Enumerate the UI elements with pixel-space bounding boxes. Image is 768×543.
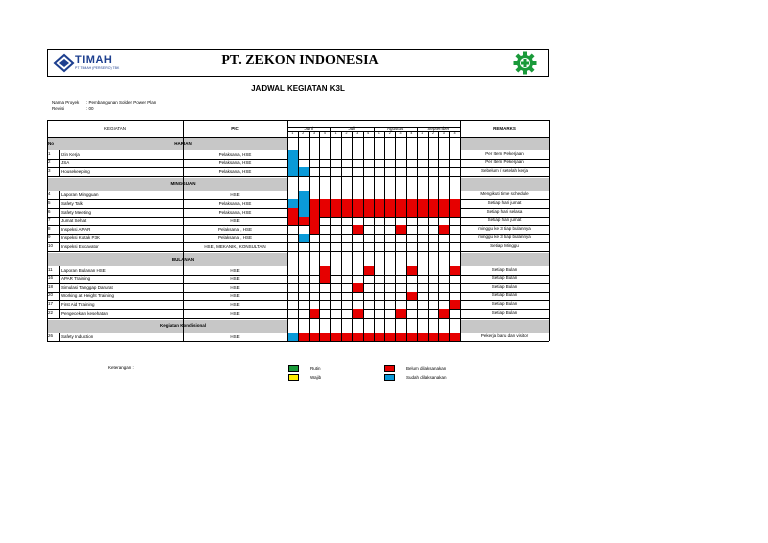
- status-cell-belum: [438, 225, 449, 234]
- remarks-text: Setiap Minggu: [490, 242, 519, 248]
- header-no: No: [48, 141, 54, 146]
- activity-name: Jumat Sehat: [61, 218, 87, 224]
- status-cell-belum: [395, 225, 406, 234]
- section-band: [460, 253, 549, 266]
- pic-name: HSE: [230, 293, 240, 299]
- remarks-text: Setiap Bulan: [491, 309, 518, 315]
- activity-name: Inspeksi Kotak P3K: [61, 235, 101, 241]
- activity-name: Housekeeping: [61, 168, 90, 174]
- row-number: 3: [48, 167, 51, 173]
- row-number: 18: [48, 283, 54, 289]
- remarks-text: Setiap Bulan: [491, 292, 518, 298]
- row-number: 17: [48, 300, 54, 306]
- table-left-border: [47, 120, 48, 341]
- week-number: 1: [291, 131, 294, 135]
- pic-name: Pelaksana, HSE: [218, 160, 252, 166]
- week-column-line: [395, 131, 396, 341]
- no-column-line: [59, 266, 60, 275]
- status-cell-sudah: [287, 159, 298, 168]
- week-number: 2: [431, 131, 434, 135]
- remarks-text: Per Item Pekerjaan: [485, 150, 524, 156]
- status-cell-belum: [417, 199, 428, 208]
- status-cell-belum: [374, 199, 385, 208]
- status-cell-belum: [319, 208, 330, 217]
- status-cell-belum: [309, 217, 320, 226]
- project-name-label: Nama Proyek: [52, 100, 80, 105]
- status-cell-belum: [395, 333, 406, 342]
- status-cell-belum: [438, 333, 449, 342]
- status-cell-belum: [406, 333, 417, 342]
- status-cell-belum: [319, 275, 330, 284]
- remarks-text: minggu ke 3 tiap bulannya: [478, 234, 531, 240]
- status-cell-belum: [319, 199, 330, 208]
- row-number: 2: [48, 159, 51, 165]
- section-band: [460, 320, 549, 333]
- status-cell-sudah: [298, 199, 309, 208]
- status-cell-belum: [438, 309, 449, 318]
- pic-name: HSE: [230, 218, 240, 224]
- pic-name: Pelaksana, HSE: [218, 151, 252, 157]
- remarks-text: Mengikuti time schedule: [480, 191, 529, 197]
- row-line: [47, 341, 549, 342]
- status-cell-belum: [406, 199, 417, 208]
- status-cell-belum: [352, 333, 363, 342]
- pic-name: Pelaksana, HSE: [218, 168, 252, 174]
- status-cell-belum: [341, 333, 352, 342]
- week-number: 2: [302, 131, 305, 135]
- status-cell-belum: [319, 333, 330, 342]
- no-column-line: [59, 300, 60, 309]
- week-column-line: [298, 131, 299, 341]
- week-number: 2: [388, 131, 391, 135]
- activity-name: Safety Induction: [61, 334, 94, 340]
- column-line: [287, 120, 288, 341]
- month-agustus: Agustus: [386, 126, 404, 131]
- remarks-text: Pekerja baru dan visitor: [480, 333, 529, 339]
- legend-label: Keterangan :: [108, 365, 134, 370]
- remarks-text: Setiap Bulan: [491, 266, 518, 272]
- no-column-line: [59, 283, 60, 292]
- no-column-line: [59, 309, 60, 318]
- no-column-line: [59, 225, 60, 234]
- section-title: BULANAN: [171, 256, 195, 262]
- section-title: HARIAN: [174, 141, 192, 146]
- status-cell-belum: [309, 208, 320, 217]
- status-cell-belum: [449, 300, 460, 309]
- status-cell-sudah: [287, 333, 298, 342]
- legend-swatch-sudah: [384, 374, 395, 381]
- status-cell-sudah: [298, 191, 309, 200]
- status-cell-belum: [287, 217, 298, 226]
- pic-name: Pelaksana , HSE: [217, 235, 253, 241]
- row-number: 8: [48, 225, 51, 231]
- status-cell-belum: [417, 333, 428, 342]
- month-juli: Juli: [348, 126, 356, 131]
- status-cell-belum: [287, 208, 298, 217]
- no-column-line: [59, 159, 60, 168]
- document-title: JADWAL KEGIATAN K3L: [251, 84, 345, 93]
- revisi-value: : 00: [86, 106, 94, 111]
- remarks-text: Setiap hari selasa: [486, 208, 523, 214]
- week-number: 4: [453, 131, 456, 135]
- status-cell-sudah: [298, 167, 309, 176]
- row-number: 1: [48, 150, 51, 156]
- legend-swatch-wajib: [288, 374, 299, 381]
- row-number: 7: [48, 217, 51, 223]
- column-line: [460, 120, 461, 341]
- row-number: 10: [48, 242, 54, 248]
- pic-name: HSE: [230, 192, 240, 198]
- week-number: 3: [442, 131, 445, 135]
- activity-name: JSA: [61, 160, 70, 166]
- activity-name: APAR Training: [61, 276, 91, 282]
- status-cell-belum: [298, 217, 309, 226]
- pic-name: HSE: [230, 276, 240, 282]
- week-number: 3: [313, 131, 315, 135]
- project-name-value: : Pembangunan Solder Power Plan: [86, 100, 157, 105]
- week-column-line: [319, 131, 320, 341]
- activity-name: Safety Talk: [61, 200, 83, 206]
- legend-text-sudah: Sudah dilaksanakan: [406, 375, 447, 380]
- activity-name: Izin Kerja: [61, 151, 80, 157]
- status-cell-belum: [438, 208, 449, 217]
- remarks-text: Setiap Bulan: [491, 283, 518, 289]
- activity-name: Safety Meeting: [61, 209, 92, 215]
- status-cell-belum: [395, 208, 406, 217]
- status-cell-belum: [352, 199, 363, 208]
- activity-name: Pengecekan kesehatan: [61, 310, 109, 316]
- revisi-label: Revisi: [52, 106, 65, 111]
- logo-subtext: PT TIMAH (PERSERO) TBK: [75, 66, 120, 70]
- legend-swatch-belum: [384, 365, 395, 372]
- status-cell-belum: [395, 309, 406, 318]
- remarks-text: Setiap hari jumat: [487, 199, 522, 205]
- no-column-line: [59, 199, 60, 208]
- week-column-line: [428, 131, 429, 341]
- status-cell-sudah: [287, 150, 298, 159]
- status-cell-belum: [352, 309, 363, 318]
- status-cell-belum: [298, 333, 309, 342]
- row-number: 22: [48, 309, 54, 315]
- remarks-text: Sebelum / setelah kerja: [480, 167, 529, 173]
- section-band: [460, 178, 549, 191]
- row-number: 9: [48, 234, 51, 240]
- section-title: Kegiatan Kondisional: [159, 323, 206, 329]
- row-number: 4: [48, 191, 51, 197]
- row-number: 16: [48, 275, 54, 281]
- status-cell-belum: [309, 199, 320, 208]
- pic-name: Pelaksana , HSE: [217, 226, 253, 232]
- status-cell-belum: [428, 208, 439, 217]
- no-column-line: [59, 167, 60, 176]
- status-cell-belum: [363, 266, 374, 275]
- row-number: 5: [48, 199, 51, 205]
- row-number: 20: [48, 292, 54, 298]
- no-column-line: [59, 242, 60, 251]
- status-cell-belum: [352, 283, 363, 292]
- week-number: 4: [367, 131, 370, 135]
- week-number: 3: [399, 131, 402, 135]
- status-cell-belum: [363, 333, 374, 342]
- pic-name: HSE: [230, 310, 240, 316]
- status-cell-belum: [384, 199, 395, 208]
- week-number: 1: [421, 131, 424, 135]
- status-cell-belum: [438, 199, 449, 208]
- pic-name: HSE: [230, 284, 240, 290]
- section-band: [460, 138, 549, 150]
- status-cell-belum: [417, 208, 428, 217]
- week-column-line: [330, 127, 331, 341]
- remarks-text: Setiap Bulan: [491, 300, 518, 306]
- status-cell-belum: [449, 333, 460, 342]
- remarks-text: Setiap hari jumat: [487, 217, 522, 223]
- status-cell-belum: [395, 199, 406, 208]
- week-column-line: [438, 131, 439, 341]
- pic-name: HSE: [230, 301, 240, 307]
- week-column-line: [352, 131, 353, 341]
- status-cell-belum: [449, 199, 460, 208]
- status-cell-sudah: [287, 199, 298, 208]
- status-cell-belum: [428, 333, 439, 342]
- status-cell-belum: [406, 292, 417, 301]
- no-column-line: [59, 333, 60, 342]
- status-cell-belum: [384, 333, 395, 342]
- no-column-line: [59, 275, 60, 284]
- status-cell-belum: [363, 199, 374, 208]
- status-cell-belum: [374, 208, 385, 217]
- column-line: [183, 120, 184, 341]
- activity-name: Inspeksi Excavator: [61, 243, 99, 249]
- remarks-text: minggu ke 3 tiap bulannya: [478, 225, 531, 231]
- status-cell-belum: [341, 208, 352, 217]
- week-column-line: [363, 131, 364, 341]
- week-number: 1: [377, 131, 380, 135]
- status-cell-belum: [449, 208, 460, 217]
- status-cell-sudah: [298, 234, 309, 243]
- status-cell-belum: [341, 199, 352, 208]
- status-cell-belum: [428, 199, 439, 208]
- remarks-text: Per Item Pekerjaan: [485, 159, 524, 165]
- status-cell-belum: [330, 333, 341, 342]
- legend-text-rutin: Rutin: [310, 366, 321, 371]
- status-cell-sudah: [298, 208, 309, 217]
- status-cell-belum: [330, 208, 341, 217]
- activity-name: Laporan Mingguan: [61, 192, 99, 198]
- status-cell-sudah: [287, 167, 298, 176]
- week-column-line: [341, 131, 342, 341]
- week-number: 4: [410, 131, 413, 135]
- status-cell-belum: [384, 208, 395, 217]
- week-column-line: [374, 127, 375, 341]
- status-cell-belum: [363, 208, 374, 217]
- week-column-line: [309, 131, 310, 341]
- status-cell-belum: [374, 333, 385, 342]
- week-number: 4: [323, 131, 326, 135]
- header-kegiatan: KEGIATAN: [103, 126, 127, 131]
- row-number: 26: [48, 333, 54, 339]
- activity-name: Inspeksi APAR: [61, 226, 91, 232]
- week-number: 3: [356, 131, 359, 135]
- status-cell-belum: [406, 208, 417, 217]
- logo-text: TIMAH: [75, 54, 113, 66]
- activity-name: First Aid Training: [61, 301, 95, 307]
- pic-name: HSE: [230, 334, 240, 340]
- row-number: 6: [48, 208, 51, 214]
- status-cell-belum: [309, 333, 320, 342]
- week-column-line: [384, 131, 385, 341]
- status-cell-belum: [406, 266, 417, 275]
- activity-name: Working at Height Training: [61, 293, 114, 299]
- status-cell-belum: [319, 266, 330, 275]
- no-column-line: [59, 208, 60, 217]
- week-number: 2: [345, 131, 348, 135]
- pic-name: Pelaksana, HSE: [218, 209, 252, 215]
- no-column-line: [59, 217, 60, 226]
- status-cell-belum: [352, 225, 363, 234]
- week-column-line: [406, 131, 407, 341]
- pic-name: Pelaksana, HSE: [218, 200, 252, 206]
- pic-name: HSE: [230, 267, 240, 273]
- legend-swatch-rutin: [288, 365, 299, 372]
- week-column-line: [449, 131, 450, 341]
- table-right-border: [549, 120, 550, 341]
- header-remarks: REMARKS: [493, 126, 516, 131]
- status-cell-belum: [330, 199, 341, 208]
- no-column-line: [59, 150, 60, 159]
- row-number: 11: [48, 266, 53, 272]
- no-column-line: [59, 234, 60, 243]
- status-cell-belum: [309, 309, 320, 318]
- month-juni: Juni: [304, 126, 313, 131]
- no-column-line: [59, 292, 60, 301]
- status-cell-belum: [309, 225, 320, 234]
- legend-text-belum: Belum dilaksanakan: [406, 366, 447, 371]
- week-column-line: [417, 127, 418, 341]
- week-number: 1: [334, 131, 337, 135]
- activity-name: Laporan Bulanan HSE: [61, 267, 106, 273]
- month-september: September: [427, 126, 450, 131]
- legend-text-wajib: Wajib: [310, 375, 322, 380]
- no-column-line: [59, 191, 60, 200]
- activity-name: Simulasi Tanggap Darurat: [61, 284, 113, 290]
- company-name: PT. ZEKON INDONESIA: [221, 53, 379, 68]
- section-title: MINGGUAN: [170, 181, 196, 187]
- status-cell-belum: [352, 208, 363, 217]
- remarks-text: Setiap Bulan: [491, 275, 518, 281]
- header-pic: PIC: [231, 126, 239, 131]
- status-cell-belum: [449, 266, 460, 275]
- pic-name: HSE, MEKANIK, KONSULTAN: [204, 243, 266, 249]
- table-top-border: [47, 120, 549, 121]
